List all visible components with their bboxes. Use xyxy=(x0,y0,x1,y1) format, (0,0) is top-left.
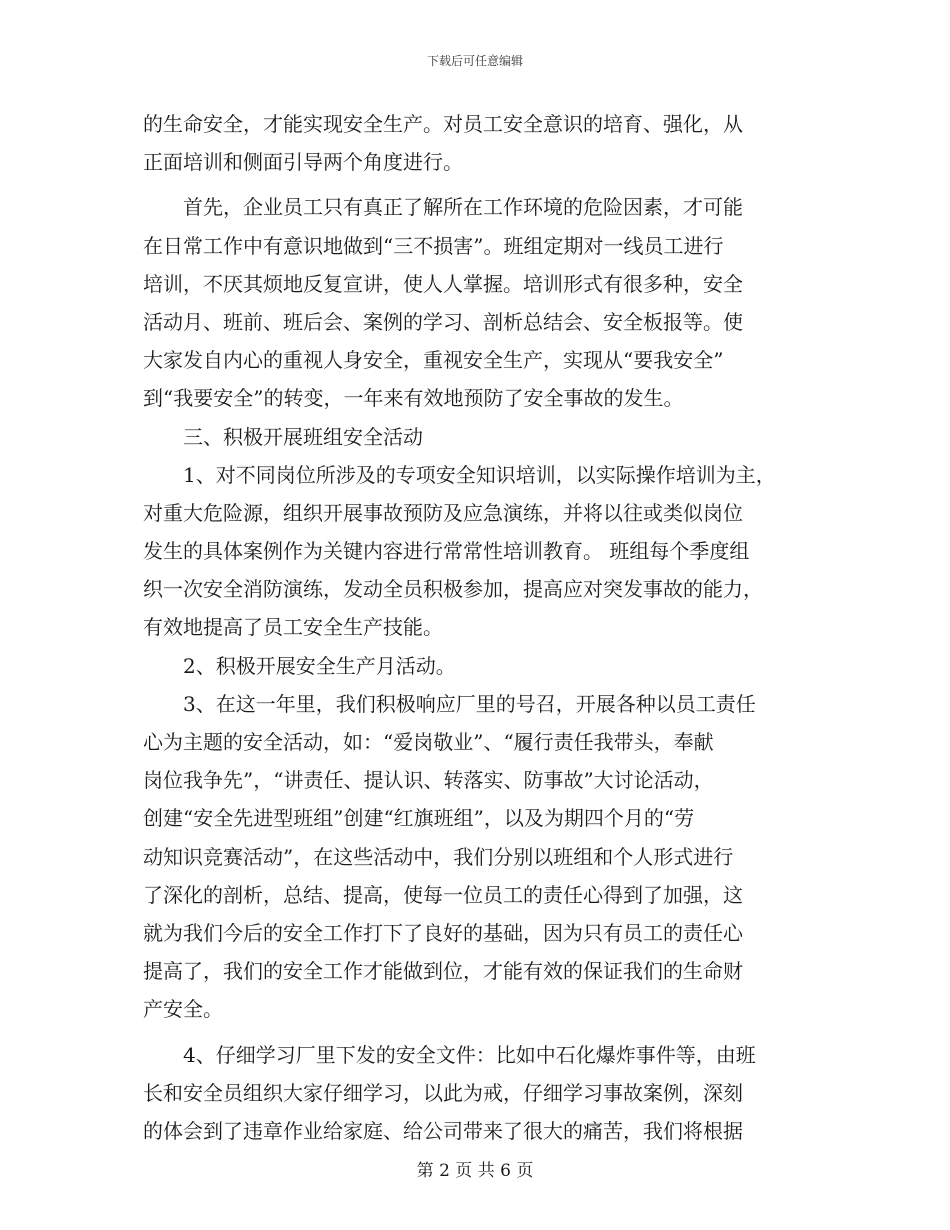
text-line: 提高了，我们的安全工作才能做到位，才能有效的保证我们的生命财 xyxy=(143,959,743,984)
text-line: 到“我要安全”的转变，一年来有效地预防了安全事故的发生。 xyxy=(143,386,684,411)
document-body xyxy=(143,105,818,1150)
text-line: 有效地提高了员工安全生产技能。 xyxy=(143,615,443,640)
text-line: 长和安全员组织大家仔细学习，以此为戒，仔细学习事故案例，深刻 xyxy=(143,1080,743,1105)
page-number-footer: 第 2 页 共 6 页 xyxy=(416,1161,534,1181)
text-line: 的体会到了违章作业给家庭、给公司带来了很大的痛苦，我们将根据 xyxy=(143,1118,743,1143)
text-line: 大家发自内心的重视人身安全，重视安全生产，实现从“要我安全” xyxy=(143,348,724,373)
text-line: 动知识竞赛活动”，在这些活动中，我们分别以班组和个人形式进行 xyxy=(143,844,734,869)
text-line: 培训，不厌其烦地反复宣讲，使人人掌握。培训形式有很多种，安全 xyxy=(143,271,743,296)
text-line: 2、积极开展安全生产月活动。 xyxy=(143,653,456,678)
text-line: 正面培训和侧面引导两个角度进行。 xyxy=(143,150,463,175)
text-line: 就为我们今后的安全工作打下了良好的基础，因为只有员工的责任心 xyxy=(143,920,743,945)
text-line: 产安全。 xyxy=(143,997,223,1022)
page-header-note: 下载后可任意编辑 xyxy=(426,54,523,68)
text-line: 在日常工作中有意识地做到“三不损害”。班组定期对一线员工进行 xyxy=(143,233,724,258)
text-line: 织一次安全消防演练，发动全员积极参加，提高应对突发事故的能力， xyxy=(143,577,763,602)
text-line: 首先，企业员工只有真正了解所在工作环境的危险因素，才可能 xyxy=(143,195,743,220)
text-line: 了深化的剖析，总结、提高，使每一位员工的责任心得到了加强，这 xyxy=(143,882,743,907)
text-line: 活动月、班前、班后会、案例的学习、剖析总结会、安全板报等。使 xyxy=(143,309,743,334)
text-line: 创建“安全先进型班组”创建“红旗班组”，以及为期四个月的“劳 xyxy=(143,806,695,831)
text-line: 1、对不同岗位所涉及的专项安全知识培训，以实际操作培训为主， xyxy=(143,462,776,487)
text-line: 发生的具体案例作为关键内容进行常常性培训教育。 班组每个季度组 xyxy=(143,539,750,564)
text-line: 对重大危险源，组织开展事故预防及应急演练，并将以往或类似岗位 xyxy=(143,500,743,525)
text-line: 的生命安全，才能实现安全生产。对员工安全意识的培育、强化，从 xyxy=(143,112,743,136)
text-line: 4、仔细学习厂里下发的安全文件：比如中石化爆炸事件等，由班 xyxy=(143,1042,756,1067)
section-heading: 三、积极开展班组安全活动 xyxy=(143,424,423,449)
text-line: 心为主题的安全活动，如：“爱岗敬业”、“履行责任我带头，奉献 xyxy=(143,730,714,754)
text-line: 3、在这一年里，我们积极响应厂里的号召，开展各种以员工责任 xyxy=(143,691,756,716)
text-line: 岗位我争先”，“讲责任、提认识、转落实、防事故”大讨论活动， xyxy=(143,768,714,793)
